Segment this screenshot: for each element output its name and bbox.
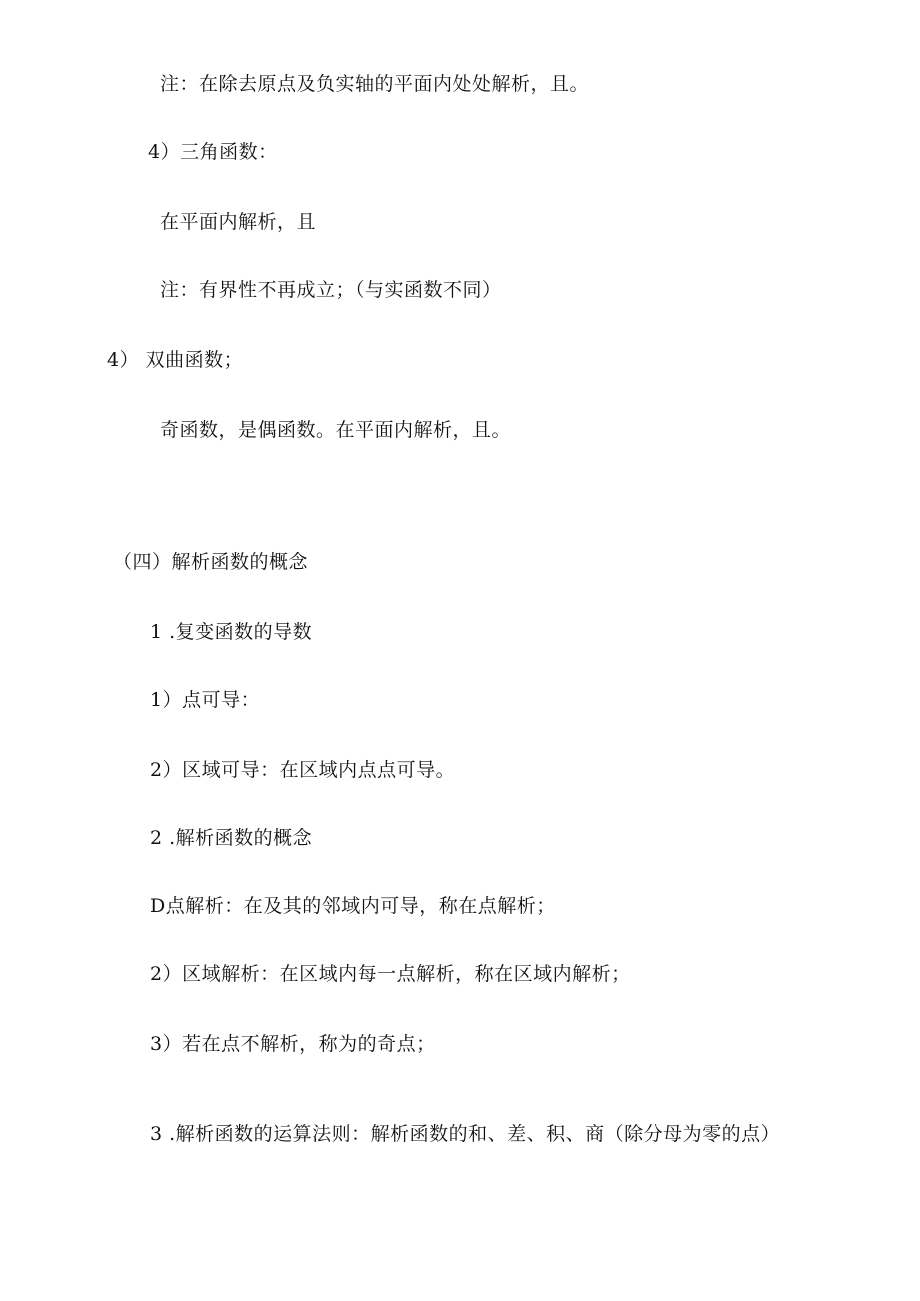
note-log-analytic: 注：在除去原点及负实轴的平面内处处解析，且。 bbox=[160, 73, 590, 95]
hyperbolic-analytic-text: 奇函数，是偶函数。在平面内解析，且。 bbox=[160, 419, 512, 441]
item-trig-functions: 4）三角函数： bbox=[148, 141, 278, 163]
item-point-differentiable: 1）点可导： bbox=[150, 689, 261, 711]
subsection-analytic-concept: 2 .解析函数的概念 bbox=[150, 827, 313, 849]
subsection-derivative: 1 .复变函数的导数 bbox=[150, 621, 313, 643]
item-region-analytic: 2）区域解析：在区域内每一点解析，称在区域内解析； bbox=[150, 963, 631, 985]
section-heading-analytic-concept: （四）解析函数的概念 bbox=[113, 551, 309, 573]
item-singular-point: 3）若在点不解析，称为的奇点； bbox=[150, 1033, 436, 1055]
item-region-differentiable: 2）区域可导：在区域内点点可导。 bbox=[150, 759, 456, 781]
note-boundedness: 注：有界性不再成立；（与实函数不同） bbox=[160, 279, 502, 301]
item-hyperbolic-functions: 4） 双曲函数； bbox=[107, 349, 244, 371]
item-point-analytic: D点解析：在及其的邻域内可导，称在点解析； bbox=[150, 895, 556, 917]
subsection-operation-rules: 3 .解析函数的运算法则：解析函数的和、差、积、商（除分母为零的点） bbox=[150, 1123, 781, 1145]
trig-analytic-text: 在平面内解析，且 bbox=[160, 211, 317, 233]
